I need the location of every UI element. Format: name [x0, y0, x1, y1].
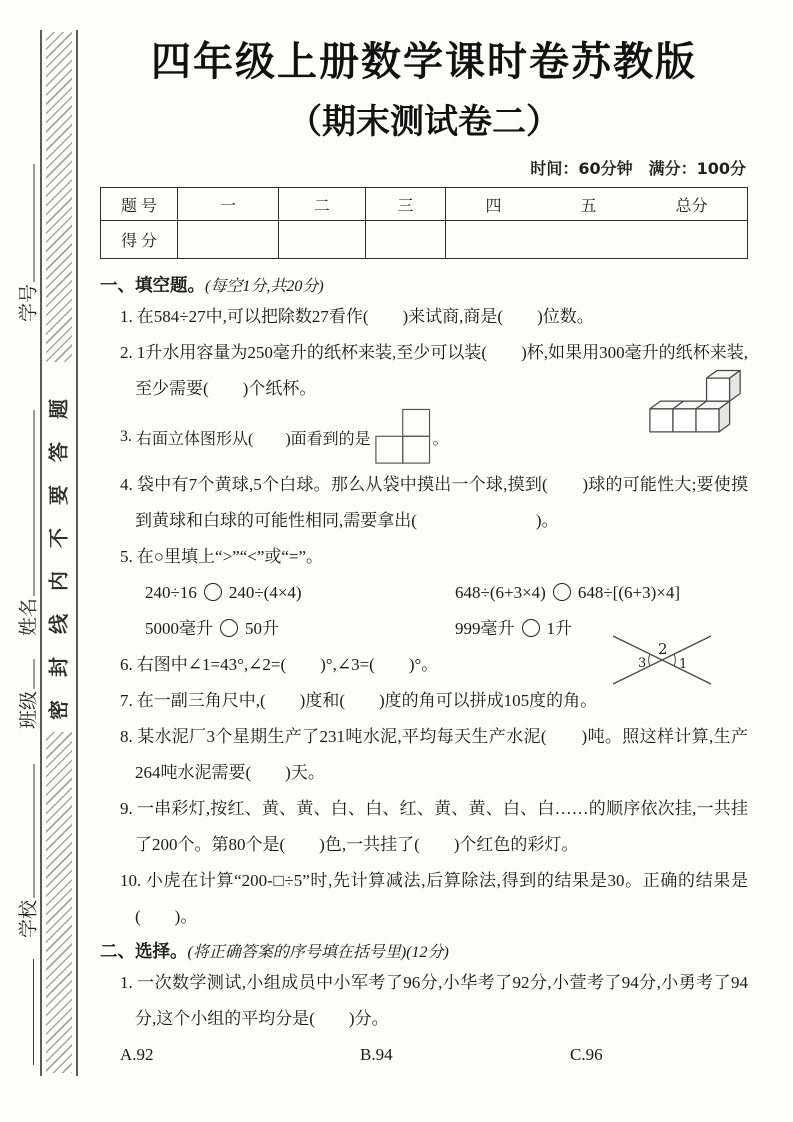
- section2-heading: [100, 939, 748, 965]
- student-name-blank-line: [15, 410, 35, 596]
- comparison-circle: [553, 583, 571, 601]
- score-header: 得 分: [101, 221, 178, 259]
- exam-time-score-info: 时间：60分钟 满分：100分: [530, 159, 746, 178]
- extra-blank-line: [14, 959, 40, 1067]
- comparison-circle: [204, 583, 222, 601]
- question-1: 1. 在584÷27中,可以把除数27看作( )来试商,商是( )位数。: [120, 307, 594, 326]
- cube-blocks-figure: [648, 366, 744, 444]
- option-b: B.94: [360, 1045, 393, 1064]
- col-three: 三: [366, 188, 446, 221]
- crossing-lines-angle-figure: [610, 626, 714, 694]
- class-label: [14, 659, 41, 729]
- question-8: 8. 某水泥厂3个星期生产了231吨水泥,平均每天生产水泥( )吨。照这样计算,生产264吨水泥需要( )天。: [120, 727, 748, 782]
- comparison-circle: [220, 619, 238, 637]
- student-id-text: 学号: [18, 283, 40, 323]
- section1-heading: [100, 273, 748, 299]
- question-3: 3. 右面立体图形从( )面看到的是 。: [100, 407, 748, 467]
- question-number-header: 题 号: [101, 188, 178, 221]
- seal-line-text: 密封线内不要答题: [48, 376, 71, 720]
- comparison-item: 240÷16 240÷(4×4): [145, 583, 302, 602]
- angle-3-label: 3: [638, 656, 647, 671]
- question-4: 4. 袋中有7个黄球,5个白球。那么从袋中摸出一个球,摸到( )球的可能性大;要使摸到黄球和白球的可能性相同,需要拿出( )。: [120, 475, 748, 530]
- school-text: 学校: [18, 899, 40, 939]
- angle-2-label: 2: [658, 640, 668, 658]
- col-total: 总分: [675, 197, 708, 215]
- question-9: 9. 一串彩灯,按红、黄、黄、白、白、红、黄、黄、白、白……的顺序依次挂,一共挂了200个。第80个是( )色,一共挂了( )个红色的彩灯。: [120, 799, 748, 854]
- option-a: A.92: [120, 1045, 154, 1064]
- score-cell-merged: [446, 221, 748, 259]
- comparison-item: 648÷(6+3×4) 648÷[(6+3)×4]: [455, 583, 680, 602]
- student-id-blank-line: [15, 164, 35, 282]
- student-name-label: [14, 410, 41, 636]
- page-subtitle: （期末测试卷二）: [288, 102, 560, 142]
- question-10: 10. 小虎在计算“200-□÷5”时,先计算减法,后算除法,得到的结果是30。正确的结果是( )。: [120, 871, 748, 926]
- paper-content: [100, 0, 748, 1073]
- col-five: 五: [580, 197, 597, 215]
- view-shape-figure: [373, 408, 431, 466]
- question-5: 5. 在○里填上“>”“<”或“=”。: [120, 547, 324, 566]
- col-one: 一: [178, 188, 279, 221]
- student-name-text: 姓名: [18, 597, 40, 637]
- section2-title: 二、选择。: [100, 941, 188, 961]
- col-two: 二: [279, 188, 366, 221]
- hatch-pattern-top: [46, 32, 72, 362]
- score-cell-one: [178, 221, 279, 259]
- choice-options-row: [100, 1037, 748, 1073]
- class-blank-line: [15, 659, 35, 689]
- comparison-item: 999毫升 1升: [455, 619, 572, 638]
- section1-note: (每空1分,共20分): [205, 278, 324, 295]
- section2-note: (将正确答案的序号填在括号里)(12分): [187, 944, 449, 961]
- hatch-pattern-bottom: [46, 732, 72, 1073]
- page-title: 四年级上册数学课时卷苏教版: [151, 39, 697, 85]
- score-table-header-row: [101, 188, 748, 221]
- school-blank-line: [15, 764, 35, 898]
- score-table-score-row: [101, 221, 748, 259]
- section2-question-1: 1. 一次数学测试,小组成员中小军考了96分,小华考了92分,小萱考了94分,小勇考了94分,这个小组的平均分是( )分。: [120, 973, 748, 1028]
- score-table: [100, 187, 748, 259]
- question-2: 2. 1升水用容量为250毫升的纸杯来装,至少可以装( )杯,如果用300毫升的纸杯来装,至少需要( )个纸杯。: [120, 343, 748, 398]
- col-four: 四: [485, 197, 502, 215]
- comparison-item: 5000毫升 50升: [145, 619, 279, 638]
- score-cell-two: [279, 221, 366, 259]
- score-cell-three: [366, 221, 446, 259]
- class-text: 班级: [18, 690, 40, 730]
- col-merged: [446, 188, 748, 221]
- student-id-label: [14, 164, 41, 322]
- school-label: [14, 764, 41, 938]
- comparison-circle: [522, 619, 540, 637]
- option-c: C.96: [570, 1045, 603, 1064]
- section1-title: 一、填空题。: [100, 275, 205, 295]
- angle-1-label: 1: [679, 657, 688, 672]
- question-7: 7. 在一副三角尺中,( )度和( )度的角可以拼成105度的角。: [120, 691, 598, 710]
- question-6: 6. 右图中∠1=43°,∠2=( )°,∠3=( )°。: [120, 655, 439, 674]
